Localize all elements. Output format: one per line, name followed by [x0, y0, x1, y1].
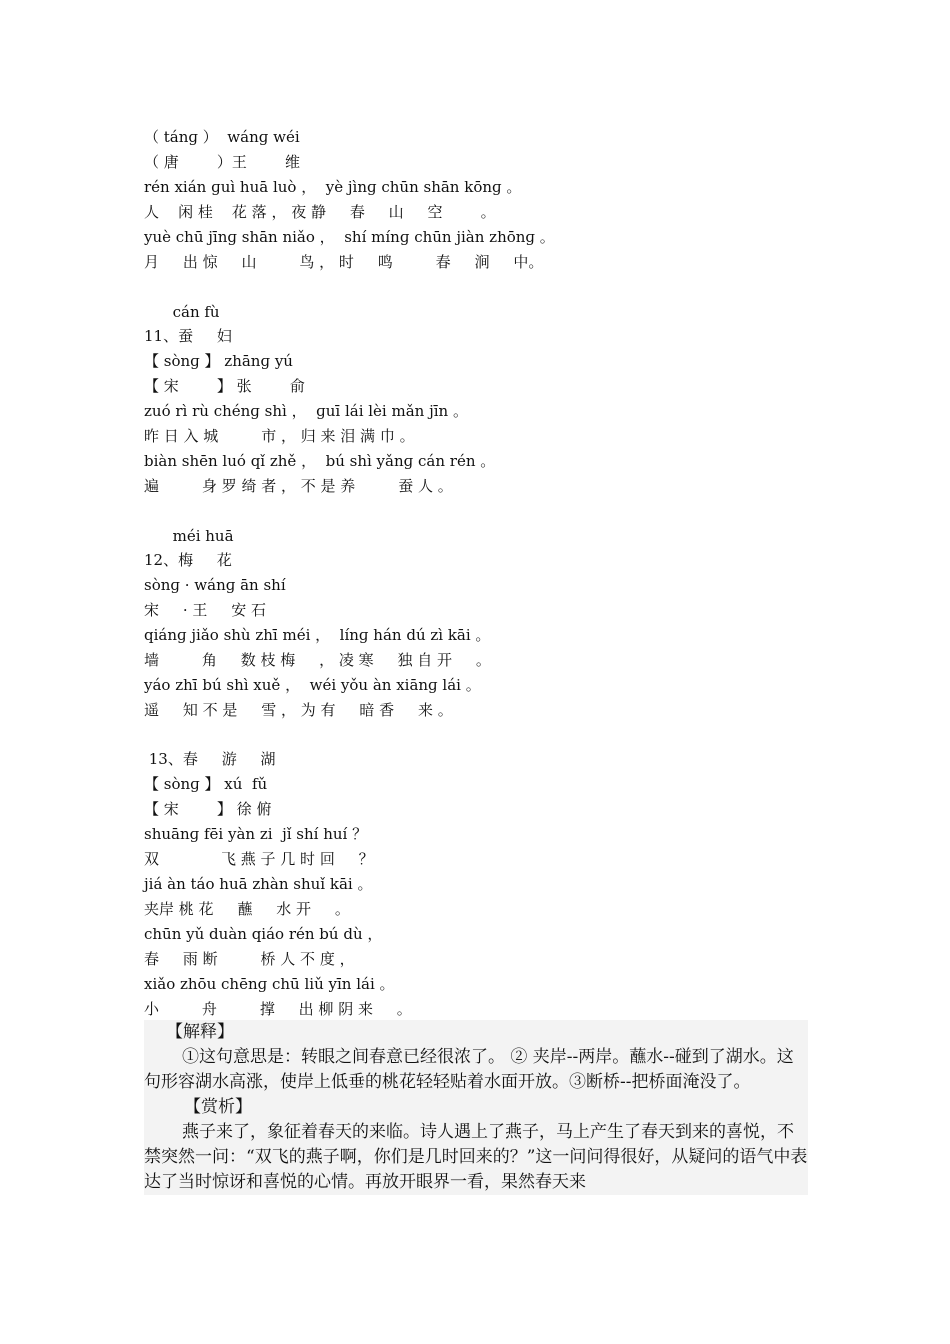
poem-11-line-2: 遍 身 罗 绮 者 ， 不 是 养 蚕 人 。: [144, 477, 453, 495]
poem-11-line-1-pinyin: zuó rì rù chénɡ shì ， ɡuī lái lèi mǎn jīn 。: [144, 402, 468, 420]
poem-13-line-2: 夹岸 桃 花 蘸 水 开 。: [144, 900, 350, 918]
poem-11-author: 【 宋 】 张 俞: [144, 377, 305, 395]
poem-1-line-6: 月 出 惊 山 鸟 ， 时 鸣 春 涧 中。: [144, 253, 544, 271]
poem-1-line-2: （ 唐 ）王 维: [144, 153, 301, 171]
poem-13-line-1-pinyin: shuānɡ fēi yàn zi jǐ shí huí ？: [144, 825, 368, 843]
poem-13-line-1: 双 飞 燕 子 几 时 回 ？: [144, 850, 374, 868]
poem-1-line-3: rén xián ɡuì huā luò ， yè jìnɡ chūn shān kōnɡ 。: [144, 178, 522, 196]
poem-11-title: 11、蚕 妇: [144, 327, 232, 345]
appreciation-text: 燕子来了，象征着春天的来临。诗人遇上了燕子，马上产生了春天到来的喜悦，不禁突然一问：“双飞的燕子啊，你们是几时回来的？”这一问问得很好，从疑问的语气中表达了当时惊讶和喜悦的心情。再放开眼界一看，果然春天来: [144, 1122, 808, 1192]
poem-13-title: 13、春 游 湖: [144, 750, 276, 768]
poem-12-line-2-pinyin: yáo zhī bú shì xuě ， wéi yǒu àn xiānɡ lái 。: [144, 676, 481, 694]
poem-11-author-pinyin: 【 sònɡ 】 zhānɡ yú: [144, 352, 293, 370]
poem-13-line-3: 春 雨 断 桥 人 不 度 ，: [144, 950, 355, 968]
poem-13-line-2-pinyin: jiá àn táo huā zhàn shuǐ kāi 。: [144, 875, 373, 893]
poem-12-line-2: 遥 知 不 是 雪 ， 为 有 暗 香 来 。: [144, 701, 453, 719]
poem-12-line-1: 墙 角 数 枝 梅 ， 凌 寒 独 自 开 。: [144, 651, 491, 669]
poem-13-line-4-pinyin: xiǎo zhōu chēnɡ chū liǔ yīn lái 。: [144, 975, 395, 993]
explanation-heading: 【解释】: [166, 1022, 234, 1042]
poem-13-author-pinyin: 【 sònɡ 】 xú fǔ: [144, 775, 268, 793]
poem-13-author: 【 宋 】 徐 俯: [144, 800, 272, 818]
poem-11-line-2-pinyin: biàn shēn luó qǐ zhě ， bú shì yǎnɡ cán rén 。: [144, 452, 496, 470]
poem-11-line-1: 昨 日 入 城 市 ， 归 来 泪 满 巾 。: [144, 427, 415, 445]
poem-12-title: 12、梅 花: [144, 551, 232, 569]
poem-12-line-1-pinyin: qiánɡ jiǎo shù zhī méi ， línɡ hán dú zì kāi 。: [144, 626, 491, 644]
poem-13-line-3-pinyin: chūn yǔ duàn qiáo rén bú dù ，: [144, 925, 383, 943]
appreciation-heading: 【赏析】: [184, 1097, 252, 1117]
poem-1-line-5: yuè chū jīnɡ shān niǎo ， shí mínɡ chūn jiàn zhōnɡ 。: [144, 228, 555, 246]
poem-12-title-pinyin: méi huā: [144, 527, 234, 545]
poem-12-author-pinyin: sònɡ · wánɡ ān shí: [144, 576, 286, 594]
poem-11-title-pinyin: cán fù: [144, 303, 220, 321]
explanation-text: ①这句意思是：转眼之间春意已经很浓了。 ② 夹岸--两岸。蘸水--碰到了湖水。这句形容湖水高涨，使岸上低垂的桃花轻轻贴着水面开放。③断桥--把桥面淹没了。: [144, 1047, 794, 1092]
poem-12-author: 宋 · 王 安 石: [144, 601, 266, 619]
commentary-block: [144, 1020, 808, 1195]
poem-13-line-4: 小 舟 撑 出 柳 阴 来 。: [144, 1000, 412, 1018]
poem-1-line-4: 人 闲 桂 花 落 ， 夜 静 春 山 空 。: [144, 203, 496, 221]
poem-1-line-1: （ tánɡ ） wánɡ wéi: [144, 128, 300, 146]
